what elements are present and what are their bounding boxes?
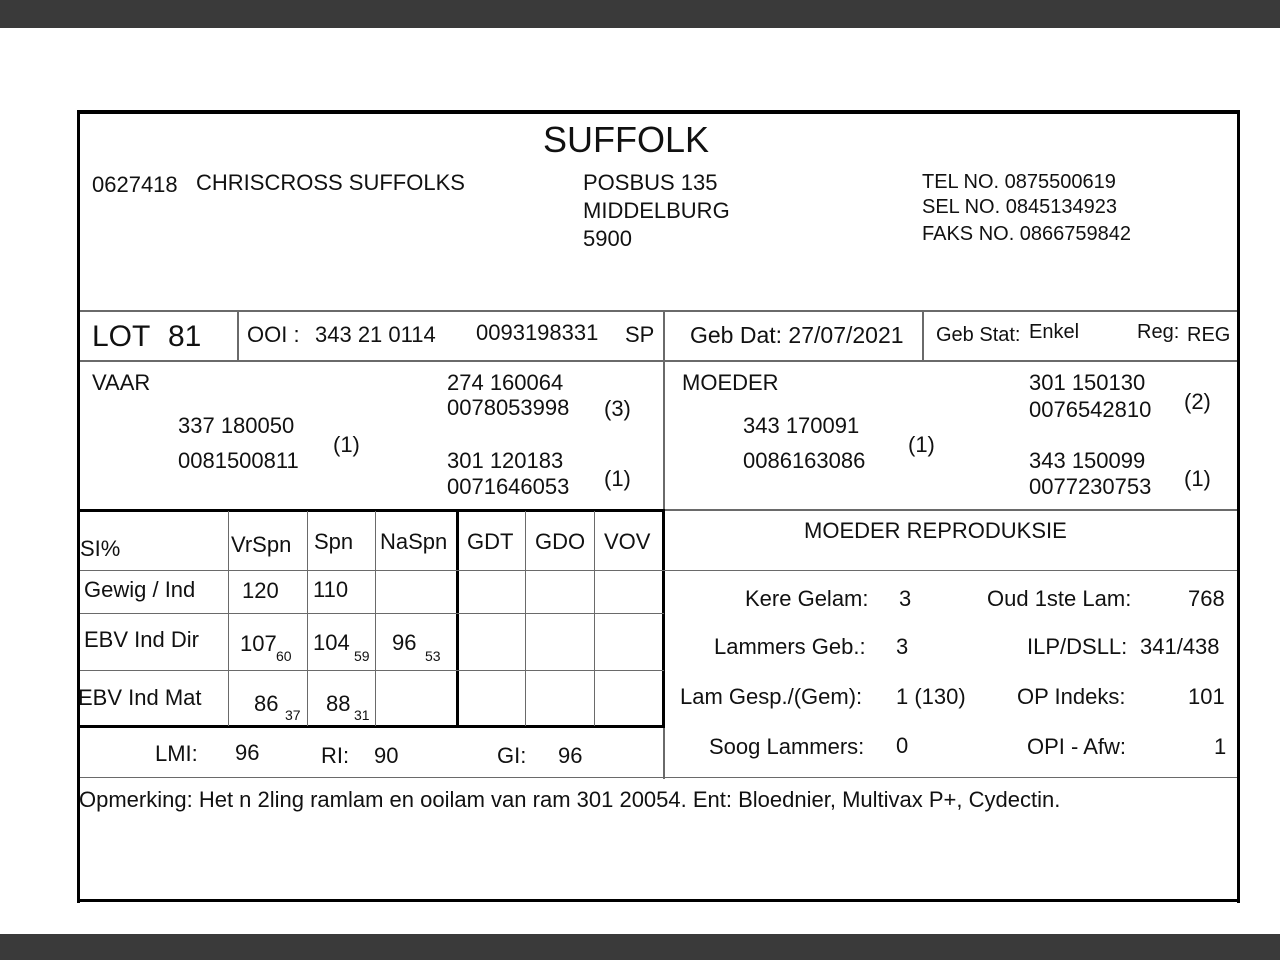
moeder-gd1-id: 0076542810 bbox=[1029, 397, 1152, 422]
ilp-dsll-value: 341/438 bbox=[1140, 634, 1220, 659]
si-col-line-1 bbox=[228, 511, 229, 726]
lam-gesp-label: Lam Gesp./(Gem): bbox=[680, 684, 863, 709]
si-table-mid-divider bbox=[456, 509, 459, 728]
si-row-line-2 bbox=[80, 613, 664, 614]
si-row2-vrspn: 107 bbox=[240, 631, 277, 656]
kere-gelam-label: Kere Gelam: bbox=[745, 586, 869, 611]
repro-header-line bbox=[663, 570, 1237, 571]
vaar-gs1-id: 0078053998 bbox=[447, 395, 570, 420]
gi-value: 96 bbox=[558, 743, 583, 768]
lammers-geb-value: 3 bbox=[896, 634, 909, 659]
lot-label: LOT bbox=[92, 320, 151, 353]
vaar-gs2-id: 0071646053 bbox=[447, 474, 570, 499]
lot-row-top-line bbox=[80, 310, 1237, 312]
si-header-gdt: GDT bbox=[467, 529, 514, 554]
geb-stat-value: Enkel bbox=[1029, 321, 1080, 343]
si-row2-naspn-sub: 53 bbox=[425, 648, 441, 664]
address-line-1: POSBUS 135 bbox=[583, 170, 718, 195]
moeder-label: MOEDER bbox=[682, 370, 779, 395]
faks-number: FAKS NO. 0866759842 bbox=[922, 223, 1132, 245]
si-row1-vrspn: 120 bbox=[242, 578, 279, 603]
vaar-sire-count: (1) bbox=[333, 432, 360, 457]
opi-afw-label: OPI - Afw: bbox=[1027, 734, 1127, 759]
lot-divider bbox=[237, 311, 239, 361]
tel-number: TEL NO. 0875500619 bbox=[922, 171, 1116, 193]
breeder-name: CHRISCROSS SUFFOLKS bbox=[196, 170, 465, 195]
moeder-dam-count: (1) bbox=[908, 432, 935, 457]
lmi-value: 96 bbox=[235, 740, 260, 765]
si-row2-spn: 104 bbox=[313, 630, 350, 655]
si-row2-vrspn-sub: 60 bbox=[276, 648, 292, 664]
si-row3-vrspn: 86 bbox=[254, 691, 279, 716]
card-border-left bbox=[77, 110, 80, 903]
si-header-gdo: GDO bbox=[535, 529, 586, 554]
breeder-id: 0627418 bbox=[92, 172, 178, 197]
sp-label: SP bbox=[625, 322, 655, 347]
opmerking-text: Opmerking: Het n 2ling ramlam en ooilam van ram 301 20054. Ent: Bloednier, Multivax P+, Cydectin. bbox=[79, 787, 1061, 812]
soog-lammers-value: 0 bbox=[896, 733, 909, 758]
ooi-id-number: 0093198331 bbox=[476, 320, 599, 345]
vaar-sire-tag: 337 180050 bbox=[178, 413, 295, 438]
gi-label: GI: bbox=[497, 743, 527, 768]
si-row-line-3 bbox=[80, 670, 664, 671]
si-col-line-3 bbox=[375, 511, 376, 726]
si-row2-naspn: 96 bbox=[392, 630, 417, 655]
moeder-gd2-id: 0077230753 bbox=[1029, 474, 1152, 499]
si-row3-spn: 88 bbox=[326, 691, 351, 716]
card-border-top bbox=[77, 110, 1240, 114]
ri-value: 90 bbox=[374, 743, 399, 768]
op-indeks-label: OP Indeks: bbox=[1017, 684, 1126, 709]
lam-gesp-value: 1 (130) bbox=[896, 684, 966, 709]
kere-gelam-value: 3 bbox=[899, 586, 912, 611]
vaar-label: VAAR bbox=[92, 370, 151, 395]
si-col-line-2 bbox=[307, 511, 308, 726]
si-col-line-5 bbox=[594, 511, 595, 726]
opi-afw-value: 1 bbox=[1214, 734, 1227, 759]
si-corner: SI% bbox=[80, 536, 121, 561]
si-row2-spn-sub: 59 bbox=[354, 648, 370, 664]
si-table-top bbox=[78, 509, 665, 512]
lmi-label: LMI: bbox=[155, 741, 198, 766]
si-row-line-1 bbox=[80, 570, 664, 571]
si-header-naspn: NaSpn bbox=[380, 529, 448, 554]
ooi-number: 343 21 0114 bbox=[315, 322, 436, 347]
oud-1ste-lam-value: 768 bbox=[1188, 586, 1225, 611]
geb-stat-label: Geb Stat: bbox=[936, 324, 1021, 346]
vaar-gs2-tag: 301 120183 bbox=[447, 448, 564, 473]
si-table-bottom bbox=[78, 725, 665, 728]
repro-title: MOEDER REPRODUKSIE bbox=[804, 518, 1067, 543]
si-col-line-4 bbox=[525, 511, 526, 726]
vaar-gs2-count: (1) bbox=[604, 466, 631, 491]
gebdat-divider bbox=[922, 311, 924, 361]
si-header-spn: Spn bbox=[314, 529, 354, 554]
op-indeks-value: 101 bbox=[1188, 684, 1225, 709]
sel-number: SEL NO. 0845134923 bbox=[922, 196, 1117, 218]
si-row1-spn: 110 bbox=[313, 577, 349, 602]
vaar-sire-id: 0081500811 bbox=[178, 448, 299, 473]
moeder-dam-tag: 343 170091 bbox=[743, 413, 860, 438]
card-title: SUFFOLK bbox=[543, 119, 710, 160]
ri-label: RI: bbox=[321, 743, 350, 768]
si-table-right bbox=[662, 509, 665, 728]
moeder-gd1-count: (2) bbox=[1184, 389, 1211, 414]
address-line-2: MIDDELBURG bbox=[583, 198, 730, 223]
vaar-gs1-count: (3) bbox=[604, 396, 631, 421]
si-row3-vrspn-sub: 37 bbox=[285, 707, 301, 723]
ilp-dsll-label: ILP/DSLL: bbox=[1027, 634, 1128, 659]
si-row2-label: EBV Ind Dir bbox=[84, 627, 199, 652]
card-border-right bbox=[1237, 110, 1240, 903]
si-row3-label: EBV Ind Mat bbox=[78, 685, 202, 710]
ooi-label: OOI : bbox=[247, 322, 300, 347]
address-line-3: 5900 bbox=[583, 226, 632, 251]
oud-1ste-lam-label: Oud 1ste Lam: bbox=[987, 586, 1132, 611]
si-header-vov: VOV bbox=[604, 529, 651, 554]
lot-row-bottom-line bbox=[80, 360, 1237, 362]
si-row1-label: Gewig / Ind bbox=[84, 577, 196, 602]
si-header-vrspn: VrSpn bbox=[231, 532, 292, 557]
reg-value: REG bbox=[1187, 324, 1231, 346]
card-border-bottom bbox=[77, 899, 1240, 902]
si-row3-spn-sub: 31 bbox=[354, 707, 370, 723]
lammers-geb-label: Lammers Geb.: bbox=[714, 634, 866, 659]
lot-number: 81 bbox=[168, 320, 202, 353]
moeder-gd2-tag: 343 150099 bbox=[1029, 448, 1146, 473]
vaar-gs1-tag: 274 160064 bbox=[447, 370, 564, 395]
bottom-bar bbox=[0, 934, 1280, 960]
pedigree-bottom-line-right bbox=[663, 509, 1237, 511]
moeder-dam-id: 0086163086 bbox=[743, 448, 866, 473]
geb-dat: Geb Dat: 27/07/2021 bbox=[690, 322, 904, 348]
opmerking-top-line bbox=[80, 777, 1237, 778]
top-bar bbox=[0, 0, 1280, 28]
soog-lammers-label: Soog Lammers: bbox=[709, 734, 865, 759]
reg-label: Reg: bbox=[1137, 321, 1180, 343]
moeder-gd1-tag: 301 150130 bbox=[1029, 370, 1146, 395]
moeder-gd2-count: (1) bbox=[1184, 466, 1211, 491]
